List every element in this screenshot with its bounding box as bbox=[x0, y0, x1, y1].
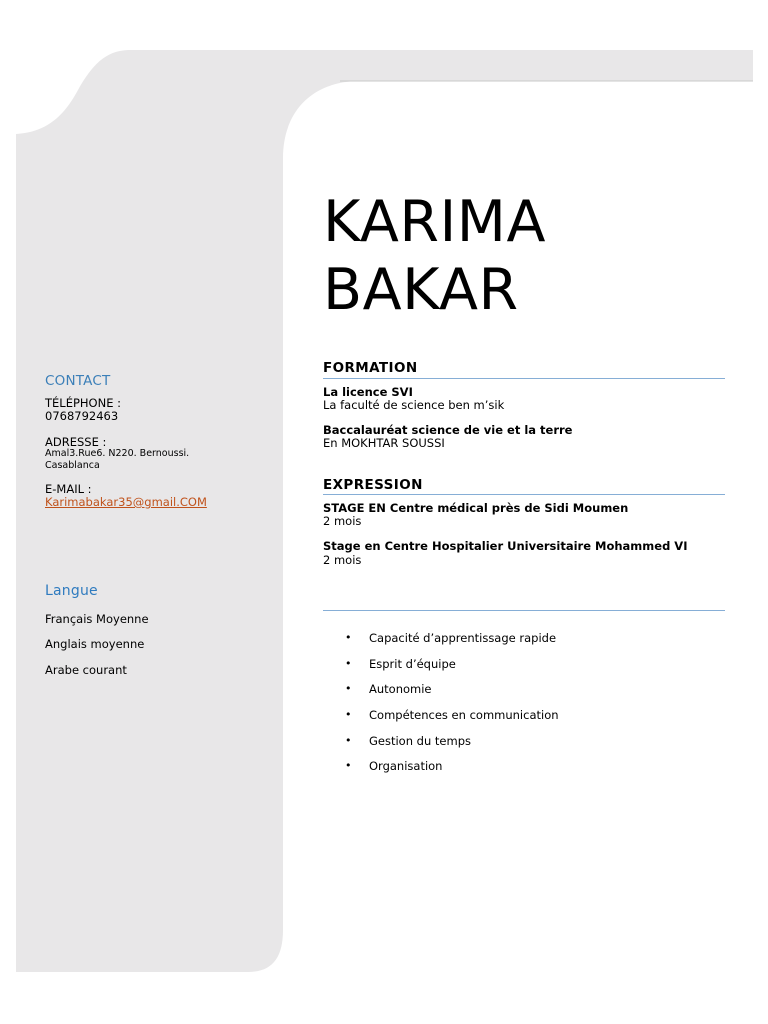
skill-item bbox=[345, 734, 705, 760]
skill-label: Organisation bbox=[369, 759, 443, 774]
langue-item: Français Moyenne bbox=[45, 612, 149, 626]
langue-item: Anglais moyenne bbox=[45, 637, 145, 651]
skill-label: Esprit d’équipe bbox=[369, 656, 456, 671]
phone-label: TÉLÉPHONE : bbox=[45, 396, 121, 410]
phone-value: 0768792463 bbox=[45, 409, 119, 423]
bullet-icon: • bbox=[345, 682, 352, 696]
bullet-icon: • bbox=[345, 631, 352, 644]
address-label: ADRESSE : bbox=[45, 435, 107, 449]
expression-rule bbox=[323, 494, 725, 495]
skill-item bbox=[345, 682, 705, 708]
bullet-icon: • bbox=[345, 759, 352, 773]
skill-label: Compétences en communication bbox=[369, 708, 559, 723]
address-line-2: Casablanca bbox=[45, 460, 100, 471]
address-line-1: Amal3.Rue6. N220. Bernoussi. bbox=[45, 448, 190, 459]
skill-item bbox=[345, 708, 705, 734]
bullet-icon: • bbox=[345, 733, 352, 747]
skill-item bbox=[345, 631, 705, 657]
formation-entry-title: La licence SVI bbox=[323, 385, 413, 399]
bullet-icon: • bbox=[345, 708, 352, 722]
skills-rule bbox=[323, 610, 725, 611]
skill-item bbox=[345, 657, 705, 683]
expression-entry-title: STAGE EN Centre médical près de Sidi Moumen bbox=[323, 501, 629, 515]
expression-title: EXPRESSION bbox=[323, 477, 423, 493]
formation-rule bbox=[323, 378, 725, 379]
expression-entry-title: Stage en Centre Hospitalier Universitaire Mohammed VI bbox=[323, 539, 688, 553]
expression-entry-subtitle: 2 mois bbox=[323, 514, 362, 528]
skills-list bbox=[345, 631, 705, 785]
bullet-icon: • bbox=[345, 656, 352, 670]
formation-entry-subtitle: La faculté de science ben m’sik bbox=[323, 398, 505, 412]
expression-entry-subtitle: 2 mois bbox=[323, 553, 362, 567]
langue-item: Arabe courant bbox=[45, 663, 127, 677]
langue-heading: Langue bbox=[45, 583, 98, 599]
formation-entry-subtitle: En MOKHTAR SOUSSI bbox=[323, 436, 445, 450]
email-label: E-MAIL : bbox=[45, 482, 92, 496]
formation-entry-title: Baccalauréat science de vie et la terre bbox=[323, 423, 573, 437]
name-first: KARIMA bbox=[323, 189, 546, 255]
skill-label: Gestion du temps bbox=[369, 733, 471, 748]
email-link[interactable]: Karimabakar35@gmail.COM bbox=[45, 495, 207, 509]
skill-item bbox=[345, 759, 705, 785]
contact-heading: CONTACT bbox=[45, 373, 111, 389]
skill-label: Autonomie bbox=[369, 682, 432, 697]
name-last: BAKAR bbox=[323, 257, 519, 323]
formation-title: FORMATION bbox=[323, 360, 418, 376]
skill-label: Capacité d’apprentissage rapide bbox=[369, 631, 557, 645]
